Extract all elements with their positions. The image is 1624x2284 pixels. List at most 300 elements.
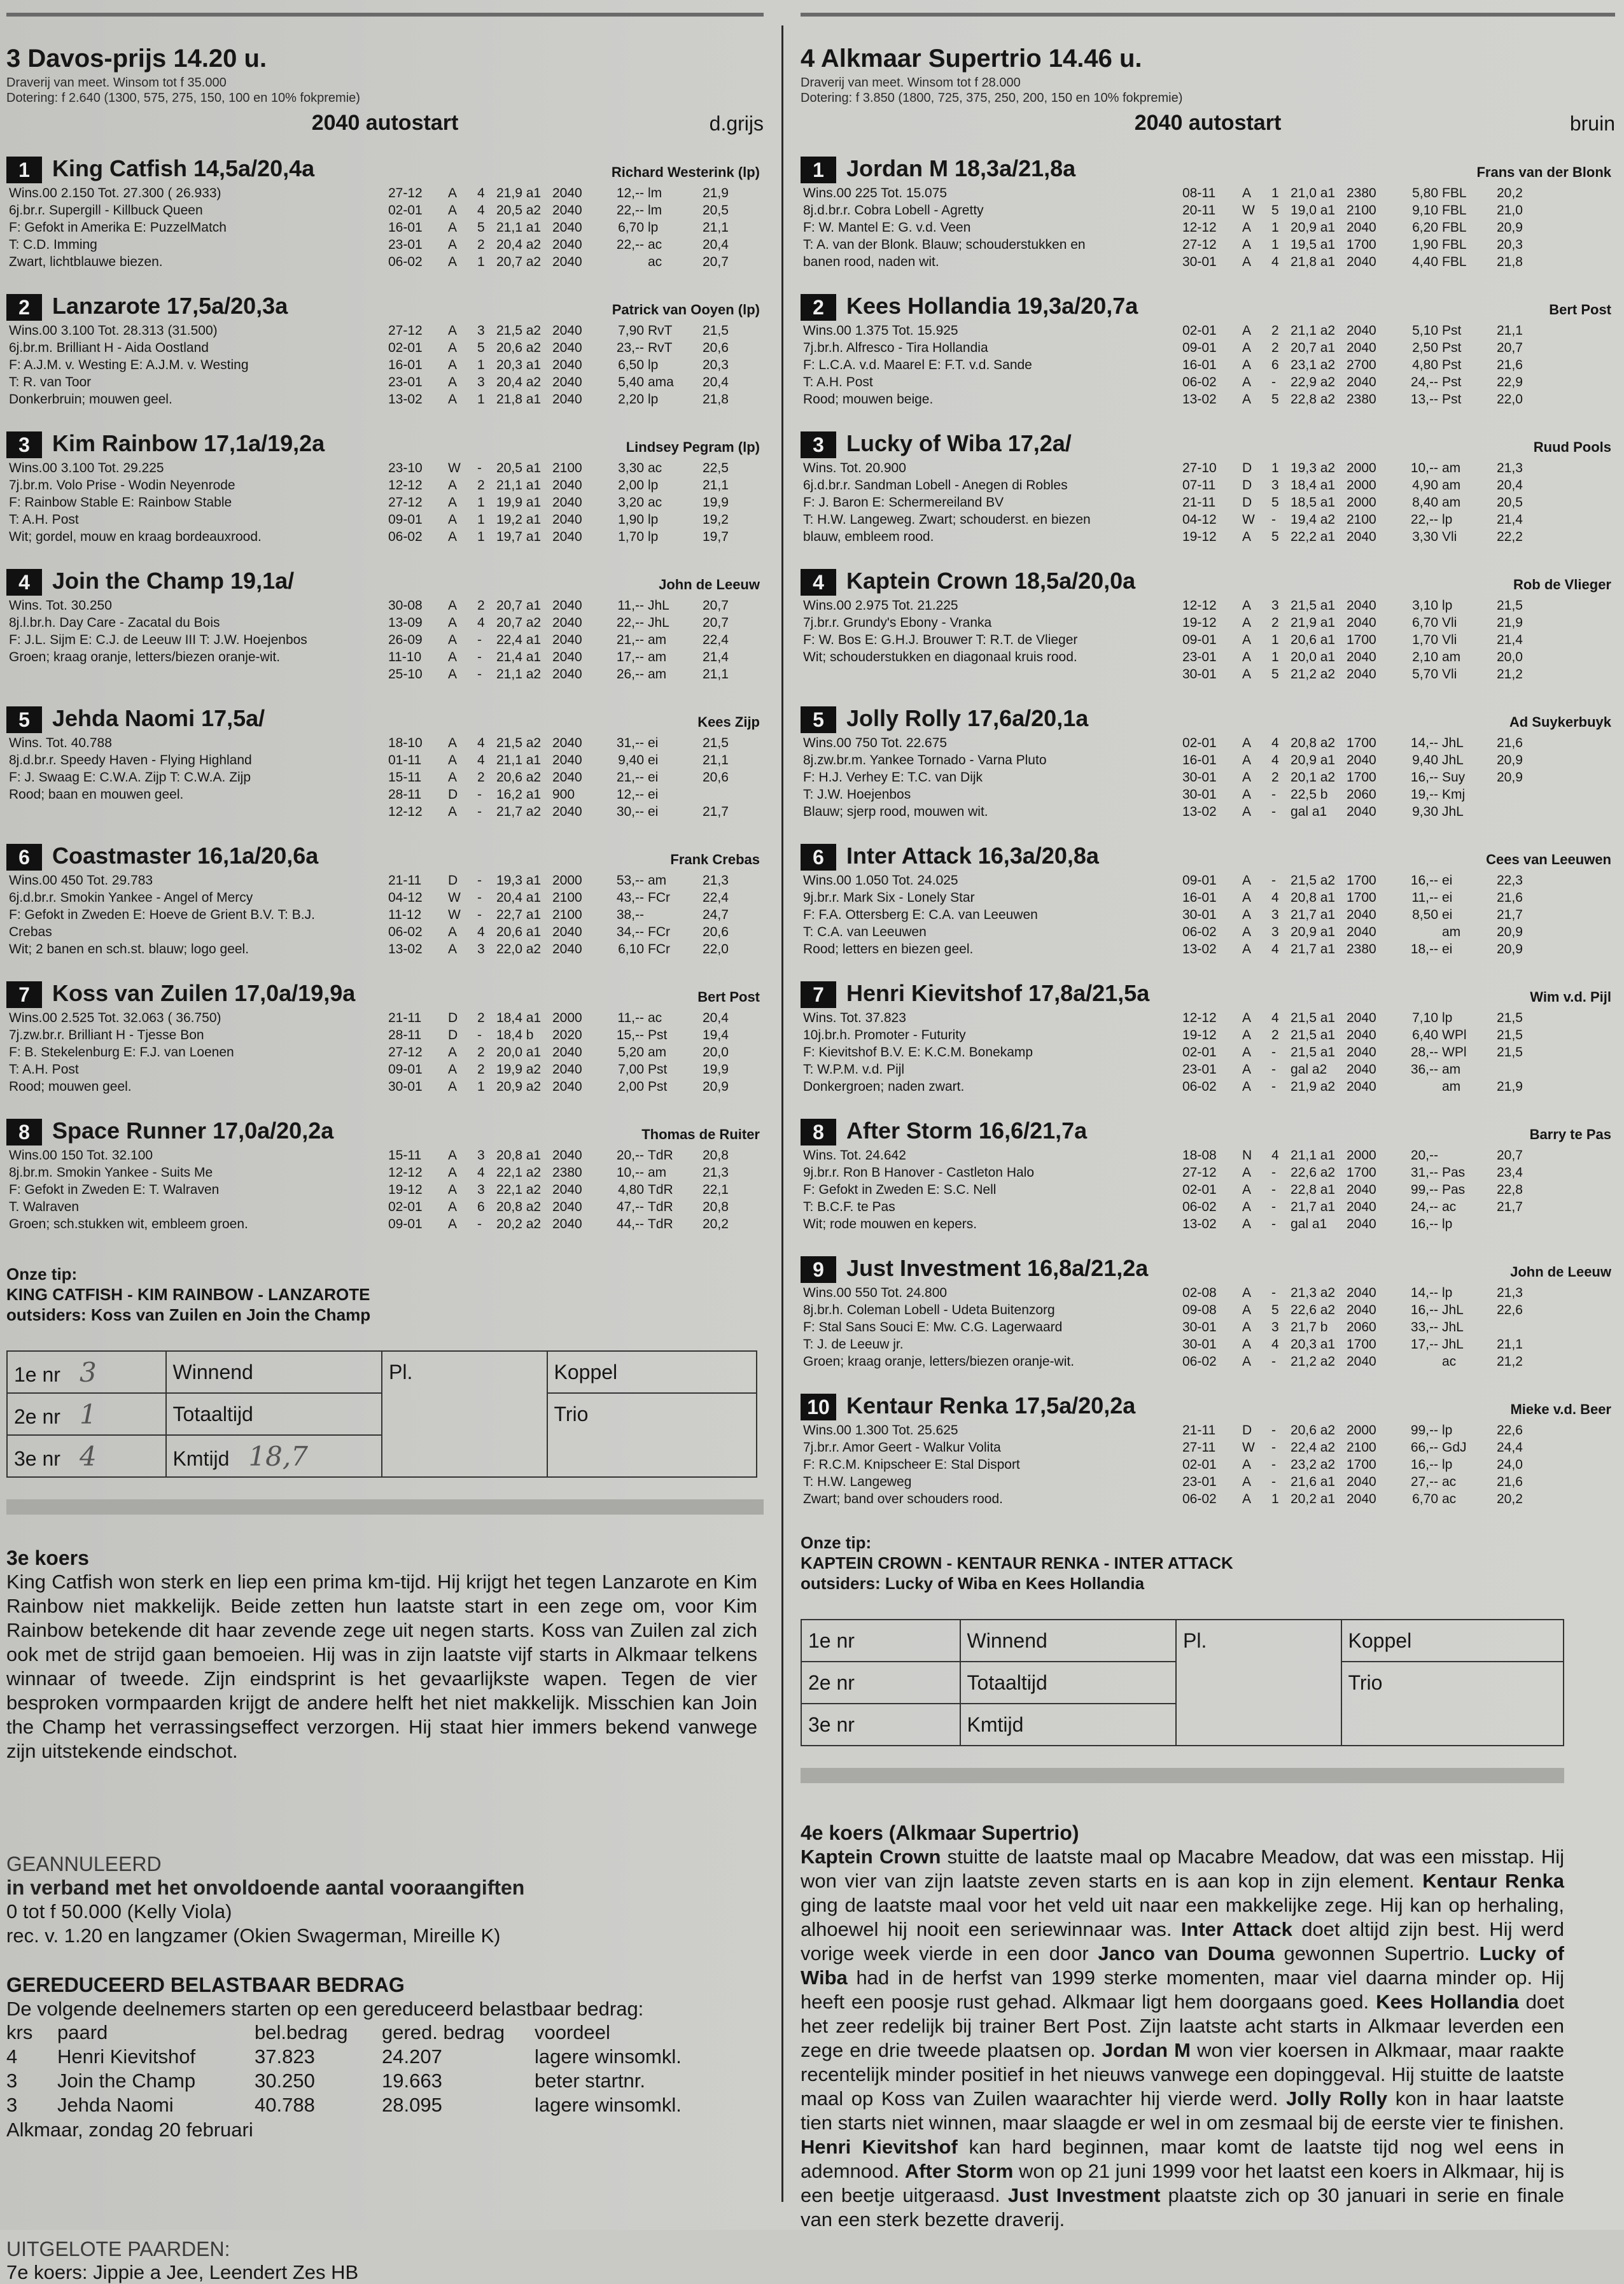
start-cell: Pas <box>1442 1182 1466 1197</box>
driver-name: Wim v.d. Pijl <box>1530 989 1611 1005</box>
start-cell: 7,00 <box>618 1062 644 1077</box>
reduced-row <box>6 2045 764 2070</box>
horse-entry <box>6 155 764 274</box>
start-cell: 2040 <box>1347 1217 1376 1231</box>
start-cell: - <box>477 667 482 682</box>
start-cell: - <box>477 907 482 922</box>
race-distance-row <box>6 107 764 139</box>
start-cell: 20,6 <box>703 925 729 939</box>
result-win: Winnend <box>960 1620 1177 1662</box>
start-cell: lm <box>648 203 662 218</box>
start-cell: 19,0 a1 <box>1291 203 1336 218</box>
start-cell: am <box>648 633 667 647</box>
start-cell: A <box>448 942 458 956</box>
start-cell: 21,7 b <box>1291 1320 1328 1335</box>
start-row <box>1182 769 1558 786</box>
start-cell: A <box>1242 529 1252 544</box>
horse-details <box>801 1422 1615 1511</box>
start-cell: 20,6 a2 <box>1291 1423 1336 1438</box>
start-cell: 5,20 <box>618 1045 644 1060</box>
start-cell: 18,-- <box>1410 942 1438 956</box>
horse-info-line: T: A.H. Post <box>9 1062 79 1077</box>
race-title: 3 Davos-prijs 14.20 u. <box>6 45 267 73</box>
start-cell: 2040 <box>552 1200 582 1214</box>
horse-entry <box>6 843 764 961</box>
cancelled-title: GEANNULEERD <box>6 1853 162 1875</box>
recent-starts <box>1182 1422 1558 1508</box>
start-cell: 20,9 <box>1497 220 1523 235</box>
start-cell: Pst <box>1442 358 1462 372</box>
start-cell: 20,6 a1 <box>1291 633 1336 647</box>
cancelled-line-2: rec. v. 1.20 en langzamer (Okien Swagerman, Mireille K) <box>6 1924 501 1947</box>
horse-name: Kees Hollandia 19,3a/20,7a <box>846 293 1138 319</box>
horse-info-line: T: W.P.M. v.d. Pijl <box>803 1062 905 1077</box>
recent-starts <box>1182 1284 1558 1370</box>
start-cell: 4 <box>477 925 485 939</box>
start-cell: - <box>477 787 482 802</box>
start-cell: 20,7 <box>703 615 729 630</box>
start-cell: lp <box>1442 1286 1453 1300</box>
start-cell: JhL <box>1442 753 1464 767</box>
start-row <box>1182 1473 1558 1490</box>
start-cell: A <box>1242 925 1252 939</box>
start-row <box>1182 1181 1558 1198</box>
start-cell: ac <box>648 495 662 510</box>
horse-info-line: F: Gefokt in Zweden E: T. Walraven <box>9 1182 220 1197</box>
start-row <box>388 219 764 236</box>
reduced-row <box>6 2094 764 2118</box>
start-cell: 3 <box>477 323 485 338</box>
start-row <box>1182 1353 1558 1370</box>
start-cell: 2 <box>1271 1028 1279 1042</box>
start-cell: 19,4 <box>703 1028 729 1042</box>
start-cell: 1 <box>477 495 485 510</box>
start-cell: 19,9 a1 <box>496 495 542 510</box>
start-row <box>1182 631 1558 648</box>
start-cell: 02-01 <box>1182 1457 1217 1472</box>
driver-name: Cees van Leeuwen <box>1486 851 1611 867</box>
start-cell: 1 <box>1271 461 1279 475</box>
start-cell: 19,7 <box>703 529 729 544</box>
start-cell: 21,1 a1 <box>496 220 542 235</box>
start-cell: JhL <box>1442 1320 1464 1335</box>
result-win: Winnend <box>166 1351 382 1393</box>
start-cell: 2,10 <box>1412 650 1438 664</box>
start-row <box>388 374 764 391</box>
start-number: 5 <box>801 706 836 733</box>
start-cell: 2 <box>1271 340 1279 355</box>
start-cell: 21-11 <box>388 873 422 888</box>
start-row <box>1182 1301 1558 1319</box>
result-total: Totaaltijd <box>166 1393 382 1435</box>
start-cell: 21,7 a1 <box>1291 907 1336 922</box>
start-cell: 7,90 <box>618 323 644 338</box>
reduced-cell: 37.823 <box>255 2045 315 2068</box>
start-row <box>388 889 764 906</box>
start-cell: 2040 <box>1347 925 1376 939</box>
start-row <box>1182 459 1558 477</box>
horse-header <box>801 293 1615 322</box>
start-row <box>388 356 764 374</box>
start-cell: 22,2 <box>1497 529 1523 544</box>
reduced-cell: 3 <box>6 2070 18 2092</box>
start-cell: lp <box>648 478 659 493</box>
start-cell: 4 <box>477 753 485 767</box>
start-cell: am <box>1442 495 1461 510</box>
start-cell: 7,10 <box>1412 1011 1438 1025</box>
start-cell: 31,-- <box>1410 1165 1438 1180</box>
start-cell: 16-01 <box>1182 358 1217 372</box>
start-cell: FBL <box>1442 186 1467 200</box>
start-cell: - <box>477 873 482 888</box>
horse-info <box>803 459 1172 545</box>
horse-info-line: T: R. van Toor <box>9 375 92 389</box>
result-table <box>801 1619 1564 1746</box>
start-cell: 13-02 <box>1182 392 1217 407</box>
start-cell: 21,1 <box>703 220 729 235</box>
start-cell: 20,8 a1 <box>1291 890 1336 905</box>
horse-header <box>6 1117 764 1147</box>
start-cell: 2040 <box>1347 1492 1376 1506</box>
start-cell: 22,-- <box>616 237 644 252</box>
tip-favourites: KING CATFISH - KIM RAINBOW - LANZAROTE <box>6 1285 370 1304</box>
top-rule-right <box>801 13 1615 17</box>
start-cell: 20,3 <box>703 358 729 372</box>
article-title: 4e koers (Alkmaar Supertrio) <box>801 1821 1079 1844</box>
start-cell: 2 <box>1271 615 1279 630</box>
start-cell: 23,1 a2 <box>1291 358 1336 372</box>
reduced-cell: lagere winsomkl. <box>535 2045 682 2068</box>
horse-details <box>6 597 764 686</box>
start-cell: 16-01 <box>1182 753 1217 767</box>
start-cell: 28-11 <box>388 787 422 802</box>
start-cell: 21,1 a1 <box>496 478 542 493</box>
horse-info-line: 8j.zw.br.m. Yankee Tornado - Varna Pluto <box>803 753 1047 767</box>
start-cell: 12-12 <box>388 804 423 819</box>
start-cell: 22,7 a1 <box>496 907 542 922</box>
start-cell: A <box>1242 890 1252 905</box>
start-cell: 22,6 <box>1497 1303 1523 1317</box>
horse-info <box>803 872 1172 958</box>
start-cell: 12-12 <box>1182 220 1217 235</box>
start-cell: gal a1 <box>1291 804 1327 819</box>
start-cell: 27-12 <box>1182 1165 1217 1180</box>
start-row <box>388 803 764 820</box>
start-cell: GdJ <box>1442 1440 1467 1455</box>
start-cell: 23-10 <box>388 461 423 475</box>
horse-details <box>801 1147 1615 1236</box>
horse-info-line: T: A. van der Blonk. Blauw; schouderstukken en <box>803 237 1086 252</box>
driver-name: Frank Crebas <box>670 851 760 867</box>
horse-details <box>801 185 1615 274</box>
start-row <box>388 906 764 923</box>
horse-info-line: T: H.W. Langeweg <box>803 1475 912 1489</box>
start-number: 9 <box>801 1256 836 1283</box>
horse-info <box>803 734 1172 820</box>
start-cell: Pst <box>648 1028 668 1042</box>
start-cell: 4,40 <box>1412 255 1438 269</box>
start-cell: 26-09 <box>388 633 423 647</box>
start-cell: 13-02 <box>1182 804 1217 819</box>
horse-header <box>801 430 1615 459</box>
start-cell: Pst <box>648 1062 668 1077</box>
driver-name: Bert Post <box>1549 302 1611 318</box>
start-cell: - <box>1271 1354 1276 1369</box>
start-cell: 19,3 a2 <box>1291 461 1336 475</box>
start-cell: 22,3 <box>1497 873 1523 888</box>
horse-name: King Catfish 14,5a/20,4a <box>52 155 315 181</box>
start-cell: 21-11 <box>1182 495 1216 510</box>
start-row <box>1182 1439 1558 1456</box>
start-cell: 20,0 <box>703 1045 729 1060</box>
start-cell: 2040 <box>552 667 582 682</box>
start-cell: 3 <box>477 1182 485 1197</box>
driver-name: Patrick van Ooyen (lp) <box>612 302 760 318</box>
start-cell: A <box>1242 375 1252 389</box>
start-cell: 21,4 <box>1497 512 1523 527</box>
start-cell: ei <box>648 770 659 785</box>
cancelled-line-1: 0 tot f 50.000 (Kelly Viola) <box>6 1900 232 1923</box>
horse-header <box>801 1392 1615 1422</box>
start-cell: am <box>1442 650 1461 664</box>
start-cell: A <box>448 650 458 664</box>
start-cell: A <box>448 1079 458 1094</box>
start-cell: 53,-- <box>616 873 644 888</box>
start-cell: - <box>1271 1045 1276 1060</box>
start-cell: lp <box>1442 1457 1453 1472</box>
start-cell: Pst <box>1442 323 1462 338</box>
start-cell: 21,0 <box>1497 203 1523 218</box>
start-cell: lp <box>1442 1011 1453 1025</box>
start-cell: - <box>1271 1217 1276 1231</box>
horse-info <box>803 1284 1172 1370</box>
start-cell: 1 <box>1271 186 1279 200</box>
horse-info-line: F: B. Stekelenburg E: F.J. van Loenen <box>9 1045 234 1060</box>
start-cell: 22,-- <box>616 615 644 630</box>
start-cell: ei <box>648 787 659 802</box>
horse-info-line: 6j.br.r. Supergill - Killbuck Queen <box>9 203 203 218</box>
start-cell: 20,7 <box>1497 1148 1523 1163</box>
start-cell: 27-10 <box>1182 461 1217 475</box>
recent-starts <box>1182 597 1558 683</box>
start-row <box>1182 597 1558 614</box>
start-cell: - <box>1271 1475 1276 1489</box>
start-cell: 22,4 a1 <box>496 633 542 647</box>
horse-entry <box>801 705 1615 823</box>
start-cell: 08-11 <box>1182 186 1216 200</box>
start-cell: 2040 <box>552 736 582 750</box>
driver-name: John de Leeuw <box>659 577 760 592</box>
horse-info-line: 9j.br.r. Mark Six - Lonely Star <box>803 890 975 905</box>
start-cell: A <box>1242 1182 1252 1197</box>
start-cell: JhL <box>1442 1303 1464 1317</box>
start-cell: 2000 <box>552 1011 582 1025</box>
start-cell: 21,6 <box>1497 358 1523 372</box>
start-cell: 21,5 <box>703 323 729 338</box>
start-cell: 27-11 <box>1182 1440 1216 1455</box>
start-cell: A <box>448 323 458 338</box>
horse-header <box>801 155 1615 185</box>
start-cell: lp <box>1442 598 1453 613</box>
result-kmtime: Kmtijd <box>960 1704 1177 1746</box>
start-cell: ac <box>1442 1200 1457 1214</box>
horse-name: Jehda Naomi 17,5a/ <box>52 705 265 731</box>
horse-info-line: F: W. Mantel E: G. v.d. Veen <box>803 220 971 235</box>
start-cell: - <box>477 650 482 664</box>
start-cell: JhL <box>648 615 669 630</box>
start-cell: 22,1 <box>703 1182 729 1197</box>
start-cell: 20,9 <box>1497 753 1523 767</box>
start-cell: 20,9 a1 <box>1291 753 1336 767</box>
start-cell: 24,7 <box>703 907 729 922</box>
start-cell: A <box>448 1217 458 1231</box>
start-row <box>1182 253 1558 270</box>
start-cell: A <box>1242 770 1252 785</box>
horse-info <box>803 322 1172 408</box>
start-cell: 4 <box>477 203 485 218</box>
start-cell: A <box>448 1165 458 1180</box>
start-cell: 2 <box>477 770 485 785</box>
reduced-header: krs paard bel.bedrag gered. bedrag voordeel <box>6 2021 610 2043</box>
start-row <box>388 494 764 511</box>
start-cell: lp <box>1442 1217 1453 1231</box>
start-cell: A <box>448 667 458 682</box>
start-cell: 4 <box>1271 255 1279 269</box>
horse-entry <box>801 1117 1615 1236</box>
horse-name: Just Investment 16,8a/21,2a <box>846 1255 1149 1281</box>
start-cell: 20,7 a2 <box>496 615 542 630</box>
start-cell: 2040 <box>552 220 582 235</box>
start-cell: 2100 <box>552 890 582 905</box>
start-cell: 04-12 <box>1182 512 1217 527</box>
start-cell: - <box>1271 1286 1276 1300</box>
horse-info-line: Wins.00 450 Tot. 29.783 <box>9 873 153 888</box>
start-row <box>388 872 764 889</box>
start-row <box>1182 941 1558 958</box>
start-cell: 2040 <box>552 529 582 544</box>
recent-starts <box>388 185 764 270</box>
horse-info-line: Wit; 2 banen en sch.st. blauw; logo geel. <box>9 942 249 956</box>
start-cell: 09-01 <box>1182 340 1217 355</box>
start-cell: 5,70 <box>1412 667 1438 682</box>
start-cell: Vli <box>1442 633 1457 647</box>
start-cell: 20,9 <box>703 1079 729 1094</box>
start-cell: 5 <box>1271 495 1279 510</box>
start-cell: A <box>1242 237 1252 252</box>
start-cell: 20,6 <box>703 340 729 355</box>
start-cell: 22,8 <box>1497 1182 1523 1197</box>
start-cell: 4 <box>1271 890 1279 905</box>
start-cell: 6 <box>477 1200 485 1214</box>
start-cell: 20,2 <box>703 1217 729 1231</box>
gray-band <box>801 1768 1564 1783</box>
start-cell: 02-08 <box>1182 1286 1217 1300</box>
start-cell: 20,0 <box>1497 650 1523 664</box>
start-cell: 1700 <box>1347 873 1376 888</box>
result-second: 2e nr <box>801 1662 960 1704</box>
start-cell: - <box>1271 804 1276 819</box>
start-cell: 22,8 a2 <box>1291 392 1336 407</box>
start-cell: - <box>477 1028 482 1042</box>
horse-info-line: Wit; gordel, mouw en kraag bordeauxrood. <box>9 529 262 544</box>
horse-info-line: 8j.d.br.r. Cobra Lobell - Agretty <box>803 203 984 218</box>
start-cell: 38,-- <box>616 907 644 922</box>
start-cell: 21,-- <box>616 633 644 647</box>
start-cell: 2040 <box>1347 598 1376 613</box>
left-column <box>6 25 764 2284</box>
start-cell: 14,-- <box>1410 736 1438 750</box>
start-cell: A <box>1242 392 1252 407</box>
start-cell: 27-12 <box>388 186 423 200</box>
start-row <box>1182 1044 1558 1061</box>
start-row <box>388 236 764 253</box>
start-cell: 24,-- <box>1410 1200 1438 1214</box>
start-row <box>1182 614 1558 631</box>
start-number: 6 <box>801 844 836 871</box>
start-cell: A <box>1242 942 1252 956</box>
start-cell: A <box>448 512 458 527</box>
start-cell: 1700 <box>1347 633 1376 647</box>
start-row <box>1182 1456 1558 1473</box>
horse-details <box>6 734 764 823</box>
start-cell: 2,00 <box>618 1079 644 1094</box>
horse-info-line: Donkergroen; naden zwart. <box>803 1079 965 1094</box>
start-cell: 30-08 <box>388 598 423 613</box>
start-cell: 13-02 <box>1182 942 1217 956</box>
start-cell: 18-08 <box>1182 1148 1217 1163</box>
start-cell: 2700 <box>1347 358 1376 372</box>
start-cell: ac <box>1442 1475 1457 1489</box>
start-cell: 2040 <box>1347 1062 1376 1077</box>
start-row <box>1182 356 1558 374</box>
start-cell: 20,9 a2 <box>496 1079 542 1094</box>
start-row <box>388 511 764 528</box>
start-cell: 20,5 a2 <box>496 203 542 218</box>
start-row <box>388 769 764 786</box>
start-cell: 12,-- <box>616 186 644 200</box>
start-cell: 1700 <box>1347 736 1376 750</box>
start-cell: 2040 <box>1347 375 1376 389</box>
driver-name: Thomas de Ruiter <box>641 1126 760 1142</box>
reduced-cell: Jehda Naomi <box>57 2094 174 2116</box>
start-cell: A <box>448 529 458 544</box>
start-cell: 3,30 <box>1412 529 1438 544</box>
start-cell: 1,90 <box>618 512 644 527</box>
start-cell: 21,-- <box>616 770 644 785</box>
horse-entry <box>801 155 1615 274</box>
start-cell: 21,9 <box>1497 1079 1523 1094</box>
start-cell: ac <box>648 255 662 269</box>
horse-info-line: Groen; kraag oranje, letters/biezen oranje-wit. <box>803 1354 1075 1369</box>
start-row <box>388 941 764 958</box>
start-cell: 02-01 <box>388 340 423 355</box>
horse-entry <box>6 980 764 1098</box>
horse-info-line: 7j.zw.br.r. Brilliant H - Tjesse Bon <box>9 1028 204 1042</box>
start-cell: 21,3 <box>703 1165 729 1180</box>
recent-starts <box>388 1147 764 1233</box>
recent-starts <box>1182 322 1558 408</box>
horse-info-line: Wins.00 225 Tot. 15.075 <box>803 186 948 200</box>
start-cell: 21,6 <box>1497 736 1523 750</box>
start-cell: 2000 <box>1347 1423 1376 1438</box>
start-cell: 20,4 a2 <box>496 375 542 389</box>
start-cell: A <box>1242 907 1252 922</box>
start-cell: 21,3 <box>1497 461 1523 475</box>
start-cell: 2040 <box>552 753 582 767</box>
start-row <box>1182 1336 1558 1353</box>
start-cell: WPl <box>1442 1028 1467 1042</box>
start-cell: lp <box>1442 512 1453 527</box>
